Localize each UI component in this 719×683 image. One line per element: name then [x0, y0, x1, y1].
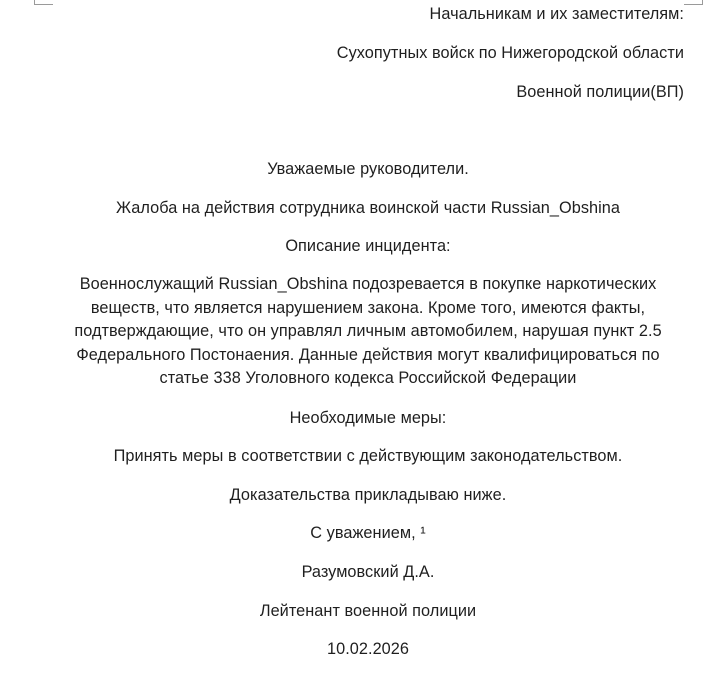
incident-heading: Описание инцидента: [285, 237, 451, 255]
measures-text: Принять меры в соответствии с действующим законодательством. [113, 447, 623, 465]
incident-line: Военнослужащий Russian_Obshina подозревается в покупке наркотических [79, 275, 657, 293]
signature-date: 10.02.2026 [327, 640, 409, 658]
incident-description [50, 273, 686, 391]
incident-line: статье 338 Уголовного кодекса Российской Федерации [159, 369, 577, 387]
recipient-line-1: Начальникам и их заместителям: [429, 5, 684, 23]
complaint-subject: Жалоба на действия сотрудника воинской части Russian_Obshina [115, 199, 621, 217]
signature-closing: С уважением, ¹ [310, 524, 426, 542]
recipient-line-3: Военной полиции(ВП) [516, 83, 684, 101]
page-corner-mark-right [684, 0, 703, 5]
incident-line: веществ, что является нарушением закона. Кроме того, имеются факты, [90, 298, 646, 317]
greeting: Уважаемые руководители. [267, 160, 469, 178]
incident-line: подтверждающие, что он управлял личным автомобилем, нарушая пункт 2.5 [74, 322, 662, 340]
signature-name: Разумовский Д.А. [301, 563, 435, 581]
page-corner-mark-left [34, 0, 53, 5]
evidence-text: Доказательства прикладываю ниже. [229, 486, 507, 504]
signature-rank: Лейтенант военной полиции [259, 602, 477, 620]
measures-heading: Необходимые меры: [289, 409, 447, 427]
recipient-line-2: Сухопутных войск по Нижегородской области [336, 44, 684, 62]
incident-line: Федерального Постонаения. Данные действия могут квалифицироваться по [76, 345, 660, 364]
